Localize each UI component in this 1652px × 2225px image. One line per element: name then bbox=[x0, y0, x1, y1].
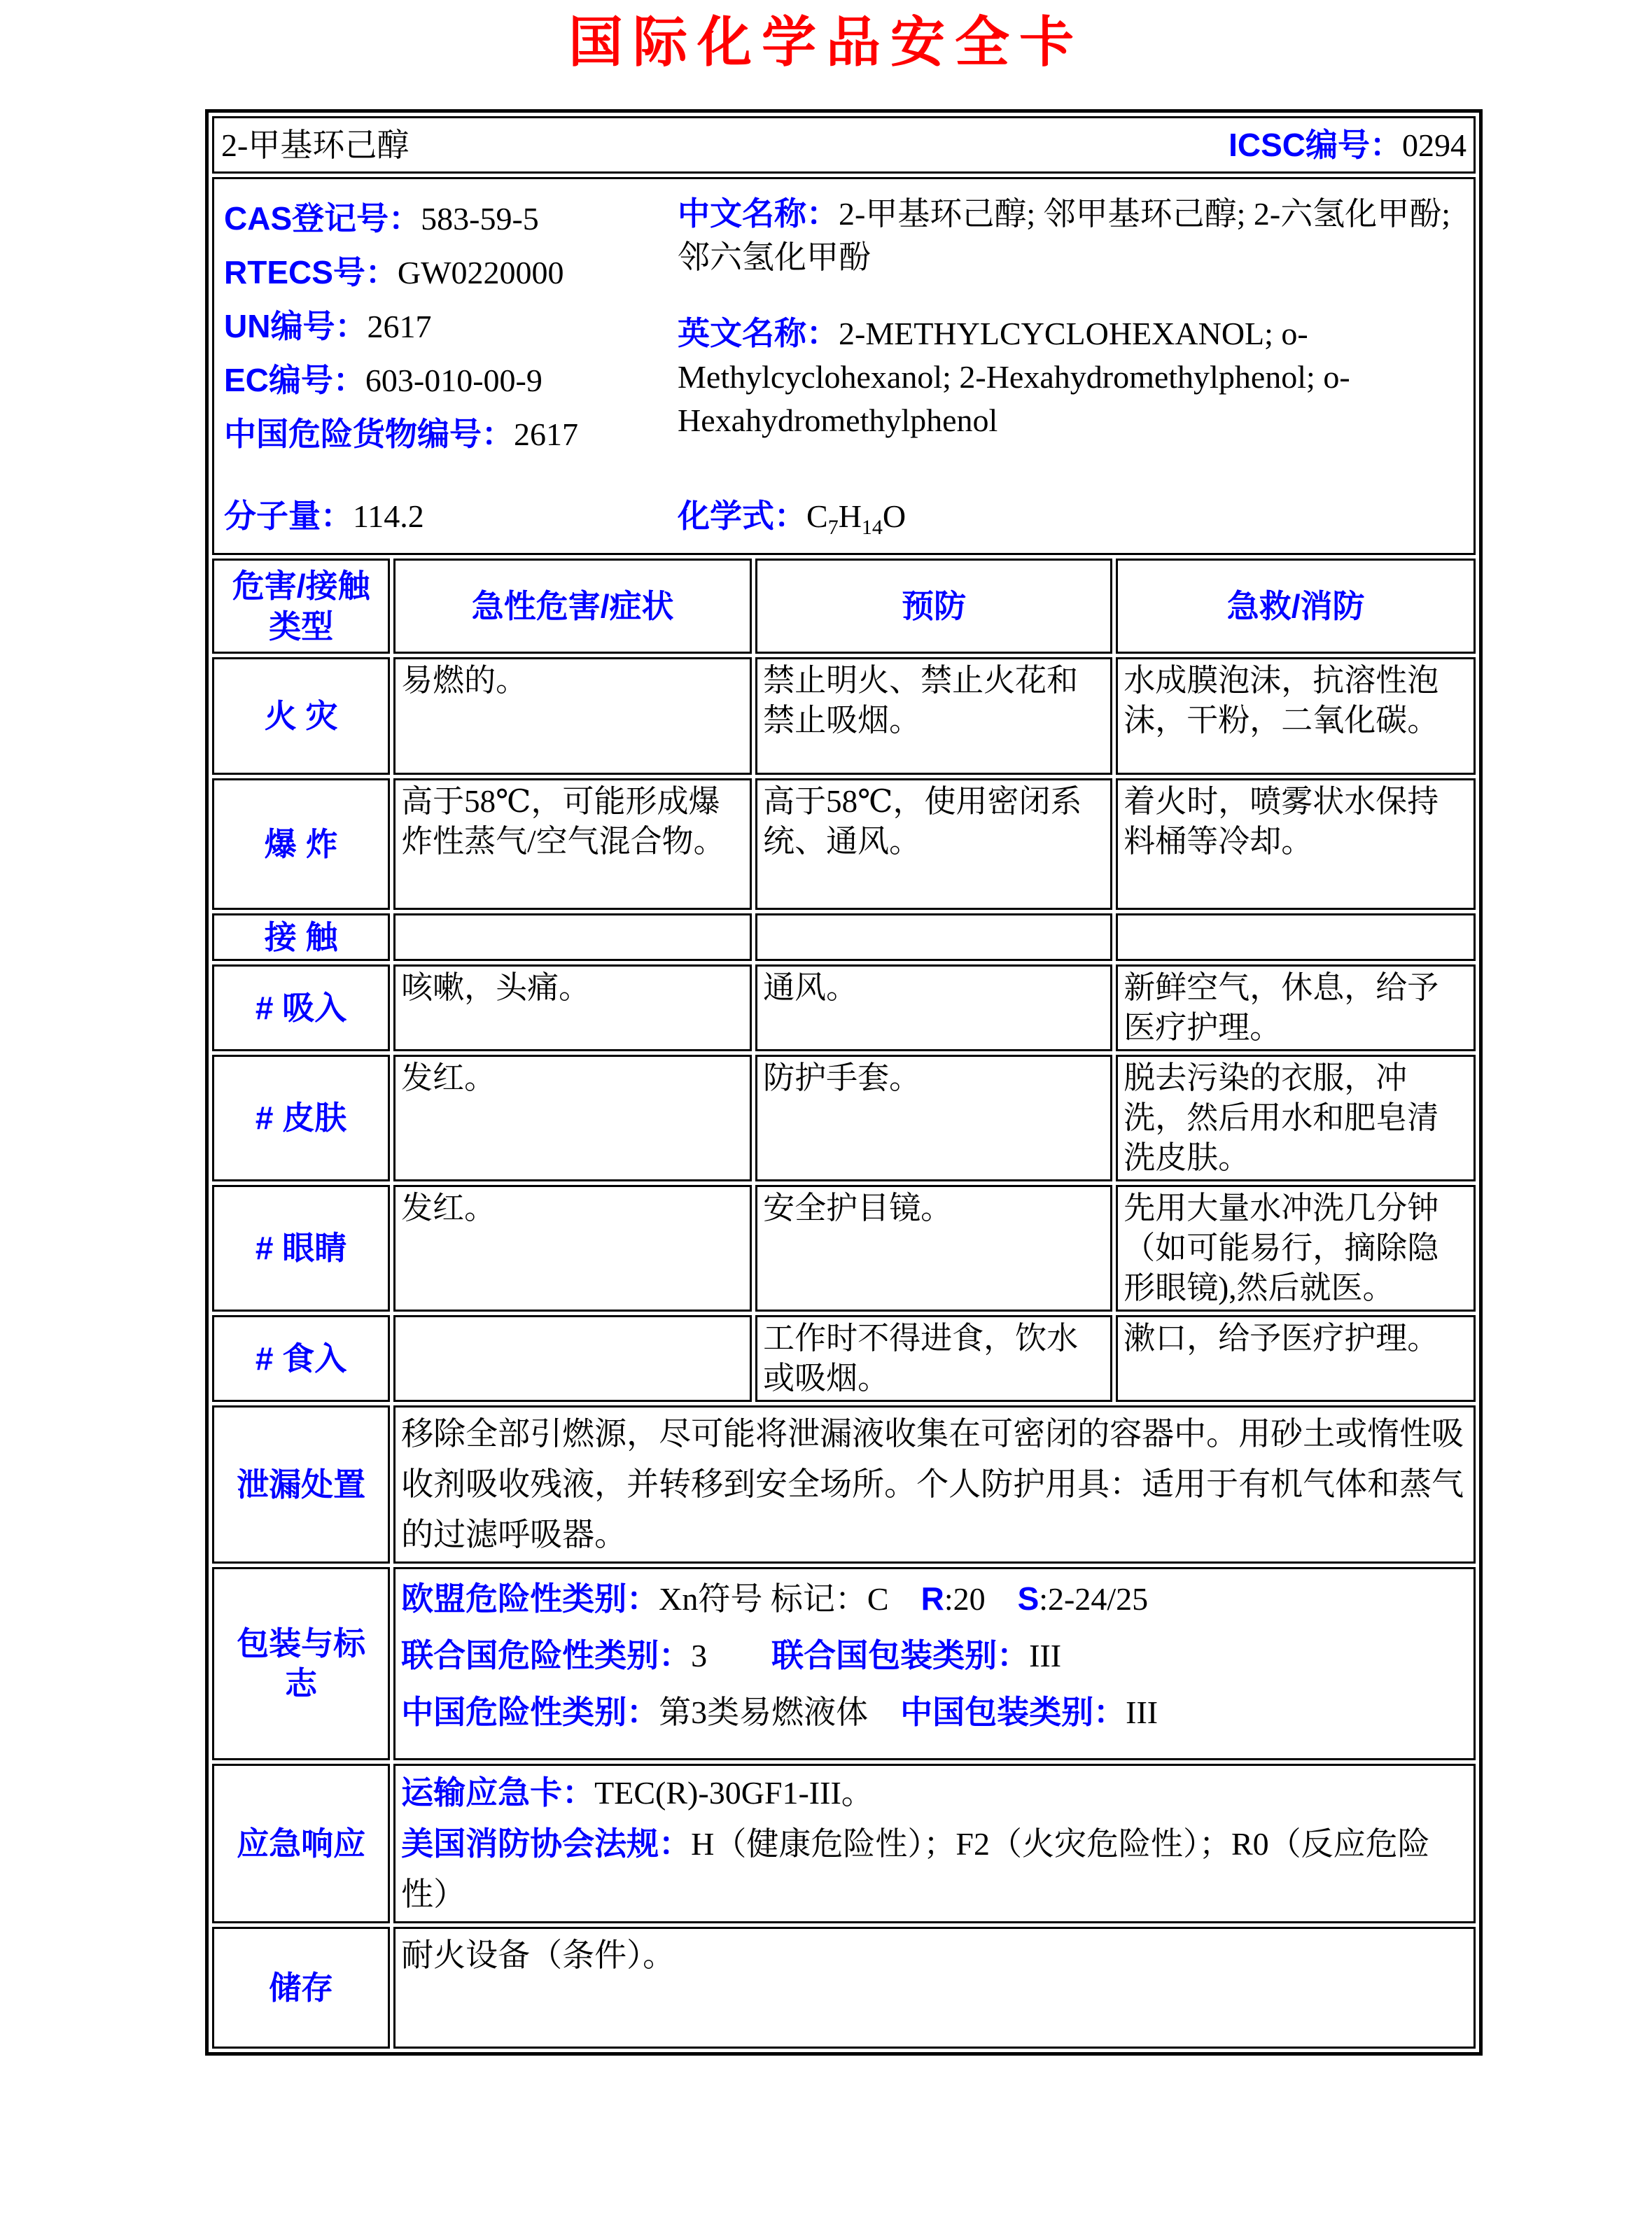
english-name-para bbox=[678, 311, 1464, 442]
explosion-response: 着火时，喷雾状水保持料桶等冷却。 bbox=[1116, 778, 1476, 910]
chinese-name-para bbox=[678, 192, 1464, 279]
row-inhalation bbox=[212, 964, 1476, 1051]
transport-card-line: 运输应急卡：TEC(R)-30GF1-III。 bbox=[401, 1774, 874, 1811]
rtecs-value: GW0220000 bbox=[397, 255, 564, 290]
fire-label: 火 灾 bbox=[212, 657, 390, 775]
row-ingestion bbox=[212, 1315, 1476, 1402]
icsc-card bbox=[205, 109, 1483, 2056]
eu-class-label: 欧盟危险性类别： bbox=[401, 1580, 659, 1617]
skin-prevention: 防护手套。 bbox=[755, 1055, 1112, 1181]
fire-prevention: 禁止明火、禁止火花和禁止吸烟。 bbox=[755, 657, 1112, 775]
china-dg-label: 中国危险货物编号： bbox=[224, 416, 514, 452]
row-emergency bbox=[212, 1764, 1476, 1923]
chemical-names bbox=[678, 183, 1464, 461]
inhalation-response: 新鲜空气，休息，给予医疗护理。 bbox=[1116, 964, 1476, 1051]
registry-numbers bbox=[224, 183, 678, 461]
packaging-label: 包装与标志 bbox=[212, 1567, 390, 1760]
nfpa-label: 美国消防协会法规： bbox=[401, 1825, 692, 1862]
row-exposure bbox=[212, 913, 1476, 961]
eyes-symptoms: 发红。 bbox=[393, 1185, 752, 1312]
row-spillage bbox=[212, 1405, 1476, 1564]
packaging-text-cell bbox=[393, 1567, 1476, 1760]
exposure-prevention bbox=[755, 913, 1112, 961]
un-classification-line: 联合国危险性类别：3 联合国包装类别：III bbox=[401, 1637, 1062, 1674]
eyes-prevention: 安全护目镜。 bbox=[755, 1185, 1112, 1312]
spillage-text: 移除全部引燃源，尽可能将泄漏液收集在可密闭的容器中。用砂土或惰性吸收剂吸收残液，并转移到安全场所。个人防护用具：适用于有机气体和蒸气的过滤呼吸器。 bbox=[401, 1416, 1464, 1553]
row-skin bbox=[212, 1055, 1476, 1181]
ingestion-label: # 食入 bbox=[212, 1315, 390, 1402]
storage-text-cell bbox=[393, 1927, 1476, 2049]
cas-label: CAS登记号： bbox=[224, 200, 421, 237]
eu-classification-line: 欧盟危险性类别：Xn符号 标记：C R:20 S:2-24/25 bbox=[401, 1580, 1149, 1617]
page-title: 国际化学品安全卡 bbox=[568, 11, 1084, 73]
exposure-symptoms bbox=[393, 913, 752, 961]
transport-card-label: 运输应急卡： bbox=[401, 1774, 595, 1811]
storage-label: 储存 bbox=[212, 1927, 390, 2049]
molecular-weight-label: 分子量： bbox=[224, 498, 353, 534]
china-classification-line: 中国危险性类别：第3类易燃液体 中国包装类别：III bbox=[401, 1694, 1158, 1731]
ec-value: 603-010-00-9 bbox=[365, 363, 542, 398]
ec-number-line bbox=[224, 353, 678, 407]
identifier-row bbox=[212, 177, 1476, 555]
header-acute-hazards: 急性危害/症状 bbox=[393, 559, 752, 654]
english-name-label: 英文名称： bbox=[678, 315, 839, 351]
row-storage bbox=[212, 1927, 1476, 2049]
china-dg-value: 2617 bbox=[514, 416, 578, 452]
hazard-table-header-row bbox=[212, 559, 1476, 654]
un-label: UN编号： bbox=[224, 308, 368, 344]
spillage-label: 泄漏处置 bbox=[212, 1405, 390, 1564]
row-fire bbox=[212, 657, 1476, 775]
explosion-label: 爆 炸 bbox=[212, 778, 390, 910]
rtecs-label: RTECS号： bbox=[224, 254, 398, 290]
spillage-text-cell bbox=[393, 1405, 1476, 1564]
skin-response: 脱去污染的衣服，冲洗，然后用水和肥皂清洗皮肤。 bbox=[1116, 1055, 1476, 1181]
formula-label: 化学式： bbox=[678, 498, 806, 534]
inhalation-prevention: 通风。 bbox=[755, 964, 1112, 1051]
chemical-formula: 化学式：$C_7H_{14}O$ bbox=[678, 498, 906, 540]
icsc-number-label: ICSC编号： bbox=[1228, 126, 1402, 163]
china-pack-label: 中国包装类别： bbox=[900, 1694, 1126, 1731]
explosion-symptoms: 高于58℃，可能形成爆炸性蒸气/空气混合物。 bbox=[393, 778, 752, 910]
skin-label: # 皮肤 bbox=[212, 1055, 390, 1181]
nfpa-line: 美国消防协会法规：H（健康危险性）；F2（火灾危险性）；R0（反应危险性） bbox=[401, 1825, 1430, 1913]
explosion-prevention: 高于58℃，使用密闭系统、通风。 bbox=[755, 778, 1112, 910]
icsc-number bbox=[1228, 125, 1466, 165]
un-pack-label: 联合国包装类别： bbox=[771, 1637, 1030, 1674]
ingestion-response: 漱口，给予医疗护理。 bbox=[1116, 1315, 1476, 1402]
storage-text: 耐火设备（条件）。 bbox=[401, 1937, 676, 1974]
chinese-name-label: 中文名称： bbox=[678, 195, 839, 232]
chinese-name-value: 2-甲基环己醇; 邻甲基环己醇; 2-六氢化甲酚; 邻六氢化甲酚 bbox=[678, 196, 1450, 275]
exposure-label: 接 触 bbox=[212, 913, 390, 961]
fire-symptoms: 易燃的。 bbox=[393, 657, 752, 775]
ingestion-symptoms bbox=[393, 1315, 752, 1402]
identifier-cell bbox=[212, 177, 1476, 555]
s-phrase-label: S bbox=[1017, 1580, 1040, 1617]
chemical-name: 2-甲基环己醇 bbox=[221, 127, 410, 163]
header-hazard-type: 危害/接触类型 bbox=[212, 559, 390, 654]
row-packaging bbox=[212, 1567, 1476, 1760]
chemical-name-cell bbox=[212, 116, 1476, 174]
rtecs-number-line bbox=[224, 246, 678, 300]
eyes-label: # 眼睛 bbox=[212, 1185, 390, 1312]
un-class-label: 联合国危险性类别： bbox=[401, 1637, 692, 1674]
china-class-label: 中国危险性类别： bbox=[401, 1694, 659, 1731]
chemical-name-row bbox=[212, 116, 1476, 174]
ec-label: EC编号： bbox=[224, 362, 365, 398]
skin-symptoms: 发红。 bbox=[393, 1055, 752, 1181]
row-eyes bbox=[212, 1185, 1476, 1312]
icsc-number-value: 0294 bbox=[1402, 127, 1466, 163]
fire-response: 水成膜泡沫，抗溶性泡沫，干粉，二氧化碳。 bbox=[1116, 657, 1476, 775]
molecular-weight-value: 114.2 bbox=[353, 498, 424, 534]
ingestion-prevention: 工作时不得进食，饮水或吸烟。 bbox=[755, 1315, 1112, 1402]
cas-value: 583-59-5 bbox=[421, 201, 539, 237]
header-first-aid: 急救/消防 bbox=[1116, 559, 1476, 654]
row-explosion bbox=[212, 778, 1476, 910]
r-phrase-label: R bbox=[920, 1580, 944, 1617]
eyes-response: 先用大量水冲洗几分钟（如可能易行，摘除隐形眼镜),然后就医。 bbox=[1116, 1185, 1476, 1312]
emergency-label: 应急响应 bbox=[212, 1764, 390, 1923]
un-value: 2617 bbox=[367, 309, 432, 344]
un-number-line bbox=[224, 300, 678, 353]
inhalation-symptoms: 咳嗽，头痛。 bbox=[393, 964, 752, 1051]
emergency-text-cell bbox=[393, 1764, 1476, 1923]
molecular-weight bbox=[224, 495, 678, 549]
header-prevention: 预防 bbox=[755, 559, 1112, 654]
exposure-response bbox=[1116, 913, 1476, 961]
cas-number-line bbox=[224, 192, 678, 246]
inhalation-label: # 吸入 bbox=[212, 964, 390, 1051]
english-name-value: 2-METHYLCYCLOHEXANOL; o-Methylcyclohexanol; 2-Hexahydromethylphenol; o-Hexahydromethylphenol bbox=[678, 316, 1350, 438]
china-dg-number-line bbox=[224, 407, 678, 461]
